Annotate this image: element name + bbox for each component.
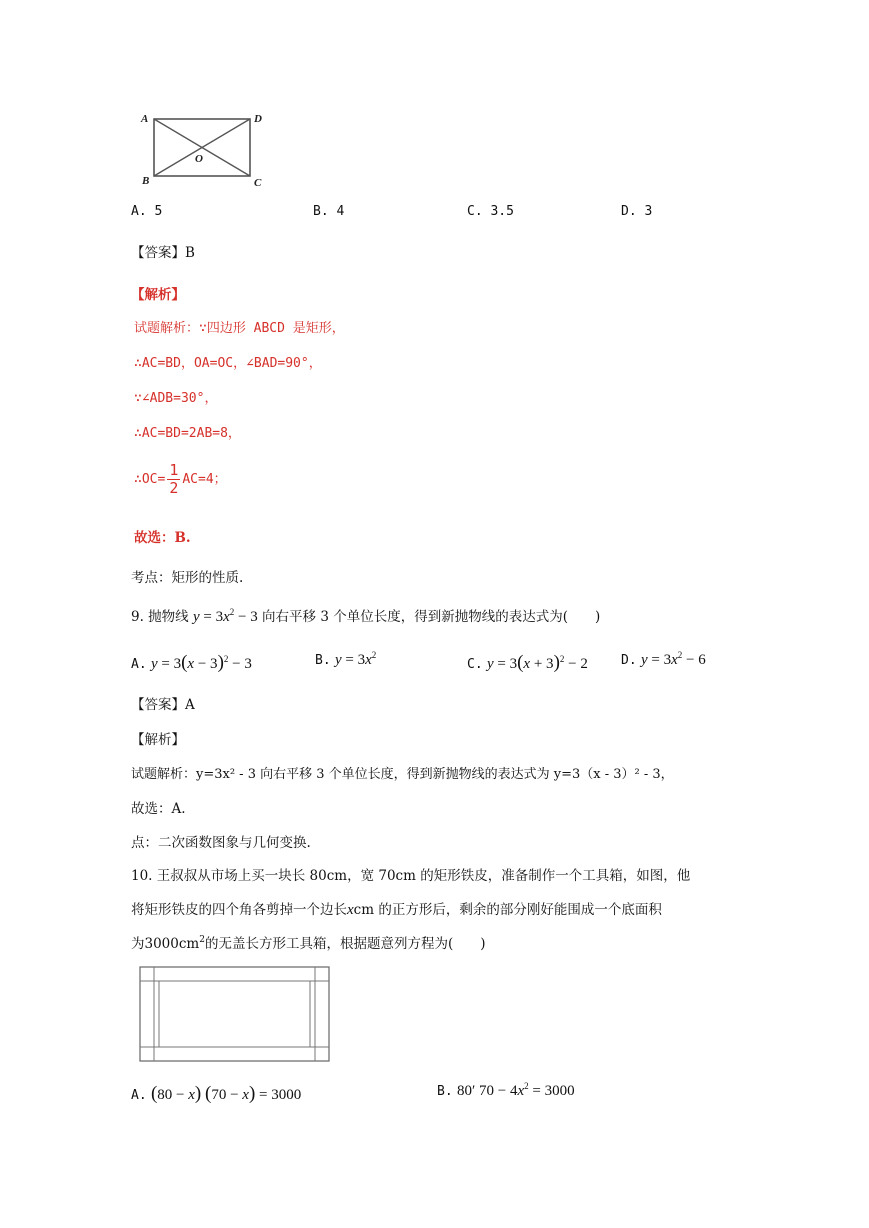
q8-answer: 【答案】B (131, 245, 195, 261)
q8-point: 考点：矩形的性质. (131, 570, 244, 586)
fraction-one-half: $\frac{1}{2}$ (169, 461, 179, 497)
q10-line-1: 10. 王叔叔从市场上买一块长 80cm，宽 70cm 的矩形铁皮，准备制作一个工具箱，如图，他 (131, 868, 691, 884)
label-a: A (141, 113, 149, 125)
label-c: C (254, 177, 262, 189)
q8-analysis-line-3: ∵∠ADB=30°， (134, 391, 218, 406)
q8-analysis-title: 【解析】 (131, 287, 185, 303)
q8-analysis-line-4: ∴AC=BD=2AB=8， (134, 426, 241, 441)
q9-option-d: D. $y = 3x^2 - 6$ (621, 650, 706, 668)
q8-analysis-line-5 (134, 462, 227, 497)
label-o: O (195, 153, 203, 165)
iron-sheet-figure (138, 965, 332, 1065)
q9-answer: 【答案】A (131, 697, 195, 713)
q10-option-a: A. (80 − x) (70 − x) = 3000 (131, 1083, 302, 1104)
q10-line-2: 将矩形铁皮的四个角各剪掉一个边长xcm 的正方形后，剩余的部分刚好能围成一个底面积 (131, 902, 662, 918)
label-d: D (254, 113, 262, 125)
q8-analysis-line-2: ∴AC=BD，OA=OC，∠BAD=90°， (134, 356, 322, 371)
q9-option-b: B. $y = 3x^2$ (315, 650, 377, 668)
q9-analysis-title: 【解析】 (131, 732, 185, 748)
q9-stem-suffix: 向右平移 3 个单位长度，得到新抛物线的表达式为( ) (262, 609, 601, 625)
rectangle-abcd-figure (138, 108, 270, 192)
q10-line-3: 为$3000cm^2$的无盖长方形工具箱，根据题意列方程为( ) (131, 935, 486, 952)
q9-option-a: A. $y = 3(x - 3)^2 - 3$ (131, 652, 252, 673)
q8-line5-suffix: AC=4； (182, 472, 227, 487)
q9-option-c: C. $y = 3(x + 3)^2 - 2$ (467, 652, 588, 673)
q9-choice: 故选：A. (131, 801, 186, 817)
q8-option-b: B. 4 (313, 204, 345, 219)
q9-stem (131, 605, 600, 626)
q8-option-d: D. 3 (621, 204, 653, 219)
q8-option-c: C. 3.5 (467, 204, 514, 219)
q9-stem-formula: $y = 3x^2 - 3$ (192, 607, 258, 625)
q8-line5-prefix: ∴OC= (134, 472, 166, 487)
q10-option-b: B. 80′ $70 - 4x^2 = 3000$ (437, 1081, 575, 1099)
q9-analysis: 试题解析：y=3x² - 3 向右平移 3 个单位长度，得到新抛物线的表达式为 y=3（x - 3）² - 3， (131, 767, 674, 782)
q8-option-a: A. 5 (131, 204, 163, 219)
q9-point: 点：二次函数图象与几何变换. (131, 835, 311, 851)
q9-stem-prefix: 9. 抛物线 (131, 609, 189, 625)
q8-choice: 故选：B. (134, 530, 191, 546)
q8-analysis-line-1: 试题解析：∵四边形 ABCD 是矩形， (134, 321, 345, 336)
label-b: B (142, 175, 150, 187)
